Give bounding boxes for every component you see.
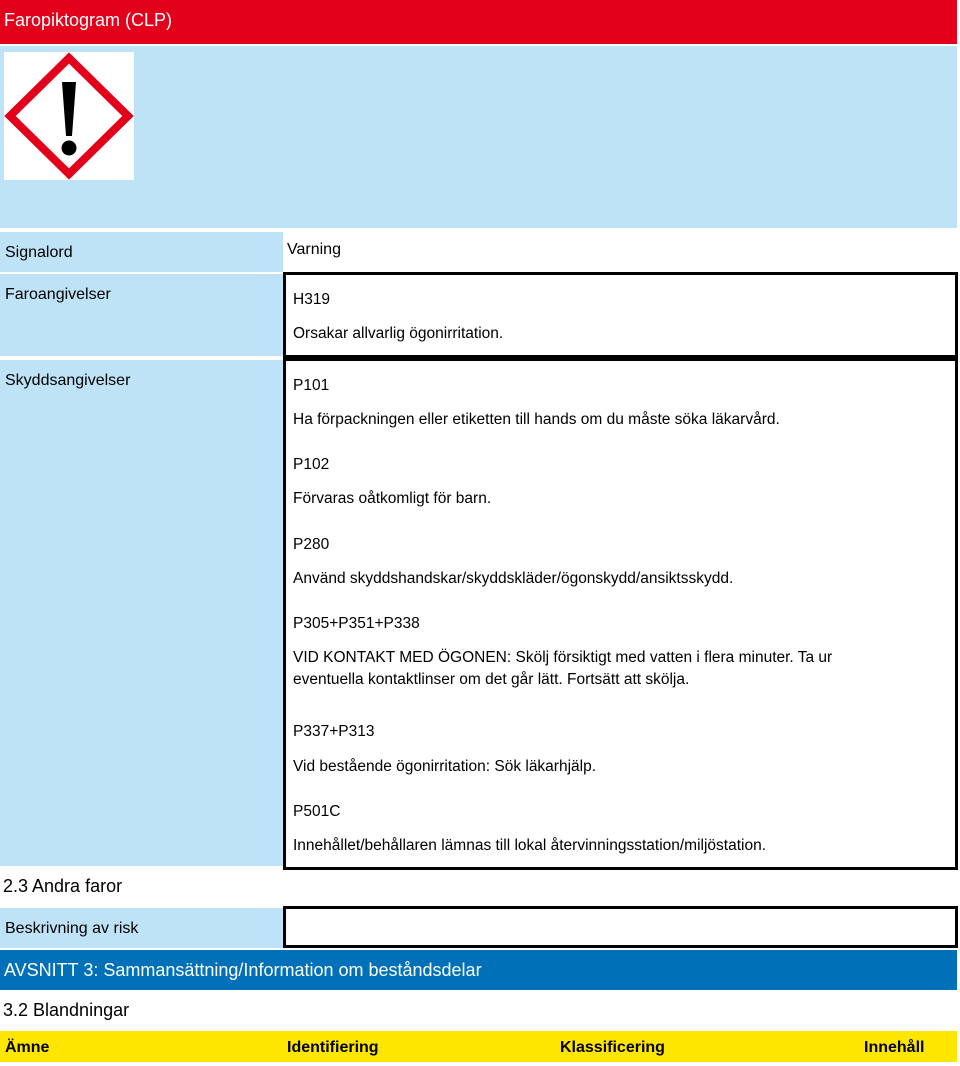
hazard-label-cell [0,274,283,356]
section-header-pictogram [0,0,957,44]
pictogram-panel [0,46,957,228]
signal-word-value: Varning [287,241,341,258]
signal-word-label-cell [0,232,283,272]
column-header-classification: Klassificering [560,1039,665,1056]
column-header-substance: Ämne [5,1039,50,1056]
other-hazards-heading: 2.3 Andra faror [3,876,123,896]
precautionary-code: P501C [293,803,341,820]
mixtures-heading: 3.2 Blandningar [3,1000,130,1020]
risk-label-cell [0,908,283,948]
precautionary-code: P102 [293,456,330,473]
hazard-text: Orsakar allvarlig ögonirritation. [293,325,504,342]
precautionary-box [283,358,958,870]
column-header-identification: Identifiering [287,1039,379,1056]
section3-header [0,950,957,990]
precautionary-label: Skyddsangivelser [5,372,131,389]
precautionary-text: Ha förpackningen eller etiketten till hands om du måste söka läkarvård. [293,411,780,428]
pictogram-container [4,52,134,180]
hazard-box [283,272,958,358]
risk-value-box [283,906,958,948]
precautionary-text: Vid bestående ögonirritation: Sök läkarhjälp. [293,758,597,775]
precautionary-code: P101 [293,377,330,394]
precautionary-text-line1: VID KONTAKT MED ÖGONEN: Skölj försiktigt med vatten i flera minuter. Ta ur [293,649,833,666]
section-header-title: Faropiktogram (CLP) [4,10,173,30]
precautionary-label-cell [0,360,283,866]
composition-table-header [0,1031,957,1062]
precautionary-code: P280 [293,536,330,553]
precautionary-text: Förvaras oåtkomligt för barn. [293,490,492,507]
precautionary-code: P305+P351+P338 [293,615,420,632]
section3-title: AVSNITT 3: Sammansättning/Information om beståndsdelar [4,960,482,980]
hazard-label: Faroangivelser [5,286,111,303]
precautionary-text-line2: eventuella kontaktlinser om det går lätt. Fortsätt att skölja. [293,671,690,688]
risk-label: Beskrivning av risk [5,920,139,937]
precautionary-code: P337+P313 [293,723,375,740]
hazard-code: H319 [293,291,331,308]
exclamation-mark-icon [4,52,134,180]
column-header-content: Innehåll [864,1039,925,1056]
precautionary-text: Innehållet/behållaren lämnas till lokal återvinningsstation/miljöstation. [293,837,767,854]
signal-word-label: Signalord [5,244,73,261]
precautionary-text: Använd skyddshandskar/skyddskläder/ögonskydd/ansiktsskydd. [293,570,734,587]
